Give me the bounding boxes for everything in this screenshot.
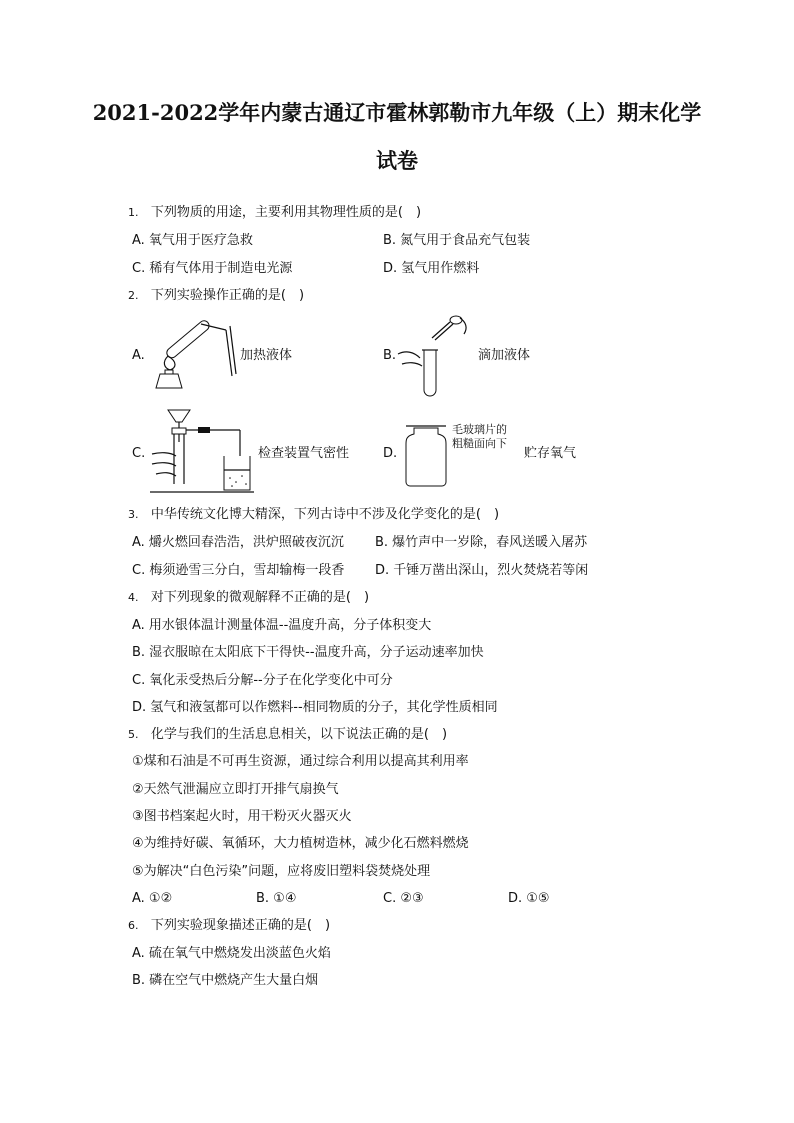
q4-option-b: B. 湿衣服晾在太阳底下干得快--温度升高，分子运动速率加快	[132, 645, 484, 660]
q5-option-d: D. ①⑤	[508, 891, 550, 906]
question-number: 1.	[128, 206, 139, 219]
q3-option-d: D. 千锤万凿出深山，烈火焚烧若等闲	[375, 563, 589, 578]
bottle-note-line-2: 粗糙面向下	[452, 437, 507, 450]
question-stem-text: 中华传统文化博大精深，下列古诗中不涉及化学变化的是( )	[150, 507, 500, 522]
page-title-line-1: 2021-2022学年内蒙古通辽市霍林郭勒市九年级（上）期末化学	[92, 100, 702, 125]
q2-option-d-letter: D.	[383, 446, 398, 461]
question-stem-text: 下列实验操作正确的是( )	[150, 288, 305, 303]
q5-statement-1: ①煤和石油是不可再生资源，通过综合利用以提高其利用率	[132, 754, 469, 769]
question-stem-text: 对下列现象的微观解释不正确的是( )	[150, 590, 370, 605]
q2-option-a-caption: 加热液体	[240, 348, 293, 363]
question-2-stem	[128, 288, 304, 304]
question-number: 5.	[128, 728, 139, 741]
q2-option-b-letter: B.	[383, 348, 397, 363]
airtightness-check-figure	[150, 406, 254, 496]
question-stem-text: 下列实验现象描述正确的是( )	[150, 918, 331, 933]
q5-option-c: C. ②③	[383, 891, 424, 906]
question-number: 6.	[128, 919, 139, 932]
q5-statement-2: ②天然气泄漏应立即打开排气扇换气	[132, 782, 339, 797]
dropping-liquid-figure	[398, 314, 476, 398]
q4-option-d: D. 氢气和液氢都可以作燃料--相同物质的分子，其化学性质相同	[132, 700, 498, 715]
q1-option-d: D. 氢气用作燃料	[383, 261, 480, 276]
q2-option-b-caption: 滴加液体	[478, 348, 531, 363]
q5-statement-5: ⑤为解决“白色污染”问题，应将废旧塑料袋焚烧处理	[132, 864, 431, 879]
question-4-stem	[128, 590, 369, 606]
q5-option-a: A. ①②	[132, 891, 173, 906]
q2-option-d-caption: 贮存氧气	[524, 446, 577, 461]
q4-option-a: A. 用水银体温计测量体温--温度升高，分子体积变大	[132, 618, 432, 633]
q2-option-c-letter: C.	[132, 446, 146, 461]
q5-statement-3: ③图书档案起火时，用干粉灭火器灭火	[132, 809, 352, 824]
q3-option-a: A. 爝火燃回春浩浩，洪炉照破夜沉沉	[132, 535, 344, 550]
q6-option-b: B. 磷在空气中燃烧产生大量白烟	[132, 973, 319, 988]
question-number: 2.	[128, 289, 139, 302]
oxygen-storage-bottle-figure	[402, 420, 450, 490]
q4-option-c: C. 氧化汞受热后分解--分子在化学变化中可分	[132, 673, 393, 688]
question-stem-text: 下列物质的用途，主要利用其物理性质的是( )	[150, 205, 422, 220]
question-1-stem	[128, 205, 421, 221]
page-title-line-2: 试卷	[376, 148, 418, 173]
question-3-stem	[128, 507, 499, 523]
q6-option-a: A. 硫在氧气中燃烧发出淡蓝色火焰	[132, 946, 331, 961]
question-5-stem	[128, 727, 447, 743]
q5-statement-4: ④为维持好碳、氧循环，大力植树造林，减少化石燃料燃烧	[132, 836, 469, 851]
heating-liquid-figure	[146, 316, 240, 392]
q1-option-b: B. 氮气用于食品充气包装	[383, 233, 531, 248]
q3-option-b: B. 爆竹声中一岁除，春风送暖入屠苏	[375, 535, 588, 550]
question-number: 3.	[128, 508, 139, 521]
question-number: 4.	[128, 591, 139, 604]
q2-option-a-letter: A.	[132, 348, 145, 363]
question-6-stem	[128, 918, 330, 934]
q3-option-c: C. 梅须逊雪三分白，雪却输梅一段香	[132, 563, 345, 578]
q1-option-a: A. 氧气用于医疗急救	[132, 233, 253, 248]
q5-option-b: B. ①④	[256, 891, 297, 906]
q1-option-c: C. 稀有气体用于制造电光源	[132, 261, 293, 276]
q2-option-c-caption: 检查装置气密性	[258, 446, 350, 461]
question-stem-text: 化学与我们的生活息息相关，以下说法正确的是( )	[150, 727, 448, 742]
bottle-note-line-1: 毛玻璃片的	[452, 423, 507, 436]
